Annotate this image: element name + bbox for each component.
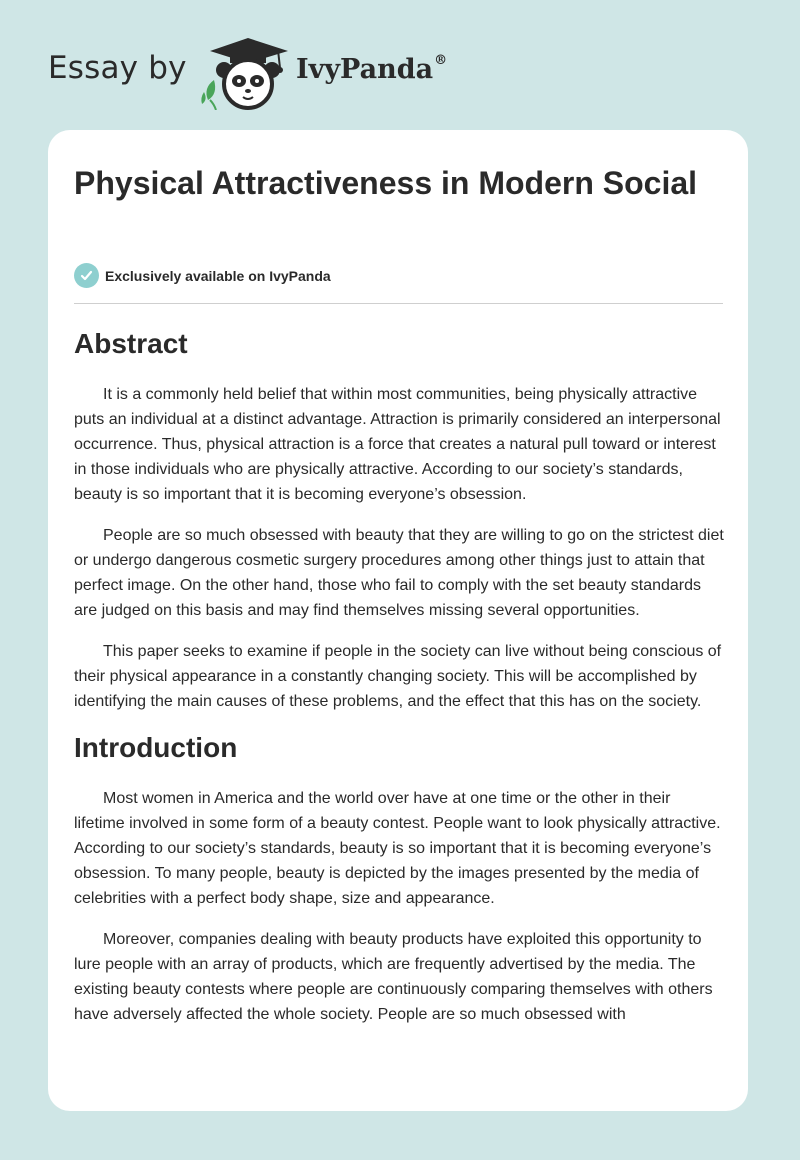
essay-body [74, 326, 724, 1043]
brand-name[interactable] [296, 54, 447, 85]
section-heading-abstract: Abstract [74, 328, 188, 359]
exclusive-badge-text: Exclusively available on IvyPanda [105, 267, 331, 284]
paragraph: Most women in America and the world over have at one time or the other in their lifetime involved in some form of a beauty contest. People want to look physically attractive. According to our society’s standards, beauty is so important that it is becoming everyone’s obsession. To many people, beauty is depicted by the images presented by the media of celebrities with a perfect body shape, size and appearance. [74, 790, 721, 907]
paragraph: It is a commonly held belief that within most communities, being physically attractive puts an individual at a distinct advantage. Attraction is primarily considered an interpersonal occurrence. Thus, physical attraction is a force that creates a natural pull toward or interest in those individuals who are physically attractive. According to our society’s standards, beauty is so important that it is becoming everyone’s obsession. [74, 386, 721, 503]
site-header [0, 0, 800, 120]
title-divider [74, 303, 723, 304]
essay-title: Physical Attractiveness in Modern Social [74, 165, 698, 201]
paragraph: People are so much obsessed with beauty that they are willing to go on the strictest diet or undergo dangerous cosmetic surgery procedures among other things just to attain that perfect image. On the other hand, those who fail to comply with the set beauty standards are judged on this basis and may find themselves missing several opportunities. [74, 527, 724, 619]
essay-card [48, 130, 748, 1111]
paragraph: Moreover, companies dealing with beauty products have exploited this opportunity to lure people with an array of products, which are frequently advertised by the media. The existing beauty contests where people are continuously comparing themselves with others have adversely affected the whole society. People are so much obsessed with [74, 931, 713, 1023]
brand-name-text: IvyPanda [296, 54, 434, 85]
check-circle-icon [74, 263, 99, 288]
panda-graduate-icon[interactable] [200, 36, 292, 110]
section-heading-introduction: Introduction [74, 732, 238, 763]
paragraph: This paper seeks to examine if people in the society can live without being conscious of their physical appearance in a constantly changing society. This will be accomplished by identifying the main causes of these problems, and the effect that this has on the society. [74, 643, 722, 710]
registered-mark: ® [434, 53, 448, 68]
essay-by-label: Essay by [48, 50, 187, 86]
exclusive-badge [74, 263, 331, 288]
